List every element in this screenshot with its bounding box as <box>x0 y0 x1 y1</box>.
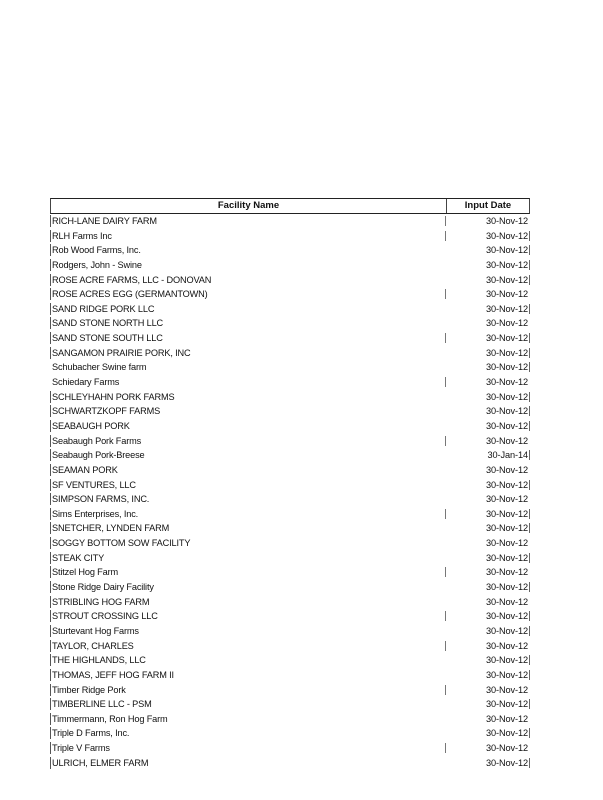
table-row <box>50 580 530 595</box>
table-row <box>50 390 530 405</box>
facility-name-cell: Schiedary Farms <box>52 377 120 388</box>
row-left-border <box>50 391 51 403</box>
row-right-border <box>529 406 530 416</box>
row-left-border <box>50 493 51 505</box>
table-row <box>50 741 530 756</box>
table-row <box>50 726 530 741</box>
row-left-border <box>50 303 51 315</box>
input-date-cell: 30-Nov-12 <box>486 669 528 680</box>
table-row <box>50 214 530 229</box>
row-left-border <box>50 698 51 710</box>
input-date-cell: 30-Nov-12 <box>486 377 528 388</box>
facility-name-cell: Stitzel Hog Farm <box>52 567 119 578</box>
input-date-cell: 30-Nov-12 <box>486 611 528 622</box>
input-date-cell: 30-Nov-12 <box>486 582 528 593</box>
row-right-border <box>529 260 530 270</box>
table-row <box>50 639 530 654</box>
facility-name-cell: ROSE ACRE FARMS, LLC - DONOVAN <box>52 274 212 285</box>
table-row <box>50 273 530 288</box>
table-row <box>50 536 530 551</box>
row-right-border <box>529 758 530 768</box>
input-date-cell: 30-Nov-12 <box>486 713 528 724</box>
row-column-divider <box>445 509 446 519</box>
input-date-cell: 30-Nov-12 <box>486 245 528 256</box>
row-column-divider <box>445 611 446 621</box>
row-right-border <box>529 392 530 402</box>
row-left-border <box>50 757 51 769</box>
input-date-cell: 30-Nov-12 <box>486 318 528 329</box>
facility-name-cell: SANGAMON PRAIRIE PORK, INC <box>52 347 191 358</box>
facility-name-cell: Seabaugh Pork-Breese <box>52 450 145 461</box>
table-row <box>50 565 530 580</box>
row-left-border <box>50 713 51 725</box>
facility-name-header: Facility Name <box>51 199 447 213</box>
facility-name-cell: Seabaugh Pork Farms <box>52 435 142 446</box>
row-left-border <box>50 332 51 344</box>
table-row <box>50 375 530 390</box>
row-right-border <box>529 523 530 533</box>
row-column-divider <box>445 685 446 695</box>
facility-name-cell: SCHLEYHAHN PORK FARMS <box>52 391 175 402</box>
table-row <box>50 624 530 639</box>
facility-name-cell: ULRICH, ELMER FARM <box>52 757 149 768</box>
table-row <box>50 492 530 507</box>
row-left-border <box>50 347 51 359</box>
input-date-cell: 30-Jan-14 <box>487 450 528 461</box>
row-column-divider <box>445 641 446 651</box>
row-column-divider <box>445 333 446 343</box>
row-column-divider <box>445 567 446 577</box>
input-date-cell: 30-Nov-12 <box>486 508 528 519</box>
facility-name-cell: SAND STONE NORTH LLC <box>52 318 164 329</box>
row-left-border <box>50 405 51 417</box>
facility-table <box>50 198 530 770</box>
facility-name-cell: TAYLOR, CHARLES <box>52 640 134 651</box>
row-column-divider <box>445 216 446 226</box>
facility-name-cell: RICH-LANE DAIRY FARM <box>52 216 157 226</box>
row-left-border <box>50 727 51 739</box>
input-date-cell: 30-Nov-12 <box>486 743 528 754</box>
input-date-cell: 30-Nov-12 <box>486 479 528 490</box>
row-right-border <box>529 333 530 343</box>
input-date-cell: 30-Nov-12 <box>486 259 528 270</box>
input-date-cell: 30-Nov-12 <box>486 406 528 417</box>
table-body <box>50 214 530 770</box>
input-date-cell: 30-Nov-12 <box>486 567 528 578</box>
row-right-border <box>529 626 530 636</box>
facility-name-cell: SF VENTURES, LLC <box>52 479 136 490</box>
row-left-border <box>50 669 51 681</box>
table-row <box>50 521 530 536</box>
facility-name-cell: SAND STONE SOUTH LLC <box>52 333 163 344</box>
input-date-cell: 30-Nov-12 <box>486 728 528 739</box>
facility-name-cell: Rodgers, John - Swine <box>52 259 142 270</box>
input-date-cell: 30-Nov-12 <box>486 684 528 695</box>
input-date-cell: 30-Nov-12 <box>486 435 528 446</box>
row-left-border <box>50 610 51 622</box>
input-date-cell: 30-Nov-12 <box>486 757 528 768</box>
row-left-border <box>50 742 51 754</box>
facility-name-cell: SNETCHER, LYNDEN FARM <box>52 523 170 534</box>
row-right-border <box>529 728 530 738</box>
row-left-border <box>50 684 51 696</box>
row-right-border <box>529 275 530 285</box>
facility-name-cell: SEAMAN PORK <box>52 464 118 475</box>
table-row <box>50 448 530 463</box>
table-row <box>50 595 530 610</box>
facility-name-cell: SOGGY BOTTOM SOW FACILITY <box>52 538 191 549</box>
table-row <box>50 507 530 522</box>
row-right-border <box>529 670 530 680</box>
row-left-border <box>50 625 51 637</box>
input-date-cell: 30-Nov-12 <box>486 362 528 373</box>
facility-name-cell: STROUT CROSSING LLC <box>52 611 158 622</box>
facility-name-cell: TIMBERLINE LLC - PSM <box>52 699 152 710</box>
table-row <box>50 360 530 375</box>
facility-name-cell: THE HIGHLANDS, LLC <box>52 655 146 666</box>
facility-name-cell: SCHWARTZKOPF FARMS <box>52 406 161 417</box>
facility-name-cell: STEAK CITY <box>52 552 105 563</box>
row-left-border <box>50 596 51 608</box>
table-row <box>50 434 530 449</box>
input-date-cell: 30-Nov-12 <box>486 494 528 505</box>
facility-name-cell: Triple V Farms <box>52 743 110 754</box>
row-column-divider <box>445 377 446 387</box>
facility-name-cell: ROSE ACRES EGG (GERMANTOWN) <box>52 289 208 300</box>
row-left-border <box>50 230 51 242</box>
input-date-cell: 30-Nov-12 <box>486 699 528 710</box>
facility-name-cell: RLH Farms Inc <box>52 230 112 241</box>
input-date-cell: 30-Nov-12 <box>486 347 528 358</box>
row-column-divider <box>445 436 446 446</box>
table-row <box>50 551 530 566</box>
row-column-divider <box>445 743 446 753</box>
row-left-border <box>50 259 51 271</box>
row-left-border <box>50 479 51 491</box>
facility-name-cell: Stone Ridge Dairy Facility <box>52 582 154 593</box>
input-date-cell: 30-Nov-12 <box>486 640 528 651</box>
facility-name-cell: Triple D Farms, Inc. <box>52 728 130 739</box>
table-row <box>50 287 530 302</box>
row-left-border <box>50 581 51 593</box>
table-row <box>50 229 530 244</box>
facility-name-cell: SEABAUGH PORK <box>52 420 130 431</box>
table-row <box>50 609 530 624</box>
row-left-border <box>50 566 51 578</box>
input-date-cell: 30-Nov-12 <box>486 216 528 226</box>
input-date-cell: 30-Nov-12 <box>486 333 528 344</box>
facility-name-cell: SIMPSON FARMS, INC. <box>52 494 150 505</box>
table-row <box>50 756 530 771</box>
input-date-cell: 30-Nov-12 <box>486 391 528 402</box>
row-left-border <box>50 654 51 666</box>
table-row <box>50 346 530 361</box>
facility-name-cell: Timber Ridge Pork <box>52 684 126 695</box>
row-left-border <box>50 317 51 329</box>
input-date-cell: 30-Nov-12 <box>486 289 528 300</box>
row-left-border <box>50 508 51 520</box>
row-left-border <box>50 537 51 549</box>
input-date-cell: 30-Nov-12 <box>486 274 528 285</box>
table-row <box>50 463 530 478</box>
row-right-border <box>529 348 530 358</box>
row-right-border <box>529 304 530 314</box>
input-date-cell: 30-Nov-12 <box>486 655 528 666</box>
row-left-border <box>50 435 51 447</box>
table-row <box>50 243 530 258</box>
input-date-cell: 30-Nov-12 <box>486 596 528 607</box>
row-left-border <box>50 640 51 652</box>
facility-name-cell: SAND RIDGE PORK LLC <box>52 303 155 314</box>
row-right-border <box>529 245 530 255</box>
table-row <box>50 712 530 727</box>
table-row <box>50 302 530 317</box>
input-date-cell: 30-Nov-12 <box>486 420 528 431</box>
row-left-border <box>50 522 51 534</box>
row-right-border <box>529 480 530 490</box>
row-column-divider <box>445 231 446 241</box>
row-right-border <box>529 553 530 563</box>
input-date-cell: 30-Nov-12 <box>486 552 528 563</box>
input-date-cell: 30-Nov-12 <box>486 230 528 241</box>
facility-name-cell: Schubacher Swine farm <box>52 362 147 373</box>
row-right-border <box>529 509 530 519</box>
table-row <box>50 258 530 273</box>
table-row <box>50 478 530 493</box>
row-column-divider <box>445 289 446 299</box>
input-date-cell: 30-Nov-12 <box>486 625 528 636</box>
input-date-cell: 30-Nov-12 <box>486 303 528 314</box>
row-right-border <box>529 582 530 592</box>
row-right-border <box>529 421 530 431</box>
facility-name-cell: Sims Enterprises, Inc. <box>52 508 139 519</box>
table-row <box>50 683 530 698</box>
row-left-border <box>50 274 51 286</box>
input-date-cell: 30-Nov-12 <box>486 464 528 475</box>
row-left-border <box>50 420 51 432</box>
row-left-border <box>50 288 51 300</box>
input-date-cell: 30-Nov-12 <box>486 523 528 534</box>
row-left-border <box>50 552 51 564</box>
facility-name-cell: Sturtevant Hog Farms <box>52 625 139 636</box>
table-row <box>50 653 530 668</box>
row-right-border <box>529 362 530 372</box>
row-left-border <box>50 449 51 461</box>
row-right-border <box>529 231 530 241</box>
table-row <box>50 316 530 331</box>
table-row <box>50 404 530 419</box>
row-right-border <box>529 699 530 709</box>
facility-name-cell: THOMAS, JEFF HOG FARM II <box>52 669 174 680</box>
table-row <box>50 331 530 346</box>
facility-name-cell: STRIBLING HOG FARM <box>52 596 150 607</box>
table-row <box>50 668 530 683</box>
table-row <box>50 697 530 712</box>
row-right-border <box>529 450 530 460</box>
facility-name-cell: Rob Wood Farms, Inc. <box>52 245 141 256</box>
table-header <box>50 198 530 214</box>
input-date-header: Input Date <box>464 200 512 211</box>
table-row <box>50 419 530 434</box>
facility-name-cell: Timmermann, Ron Hog Farm <box>52 713 168 724</box>
row-left-border <box>50 244 51 256</box>
input-date-cell: 30-Nov-12 <box>486 538 528 549</box>
row-right-border <box>529 655 530 665</box>
row-left-border <box>50 215 51 227</box>
row-left-border <box>50 464 51 476</box>
row-right-border <box>529 611 530 621</box>
